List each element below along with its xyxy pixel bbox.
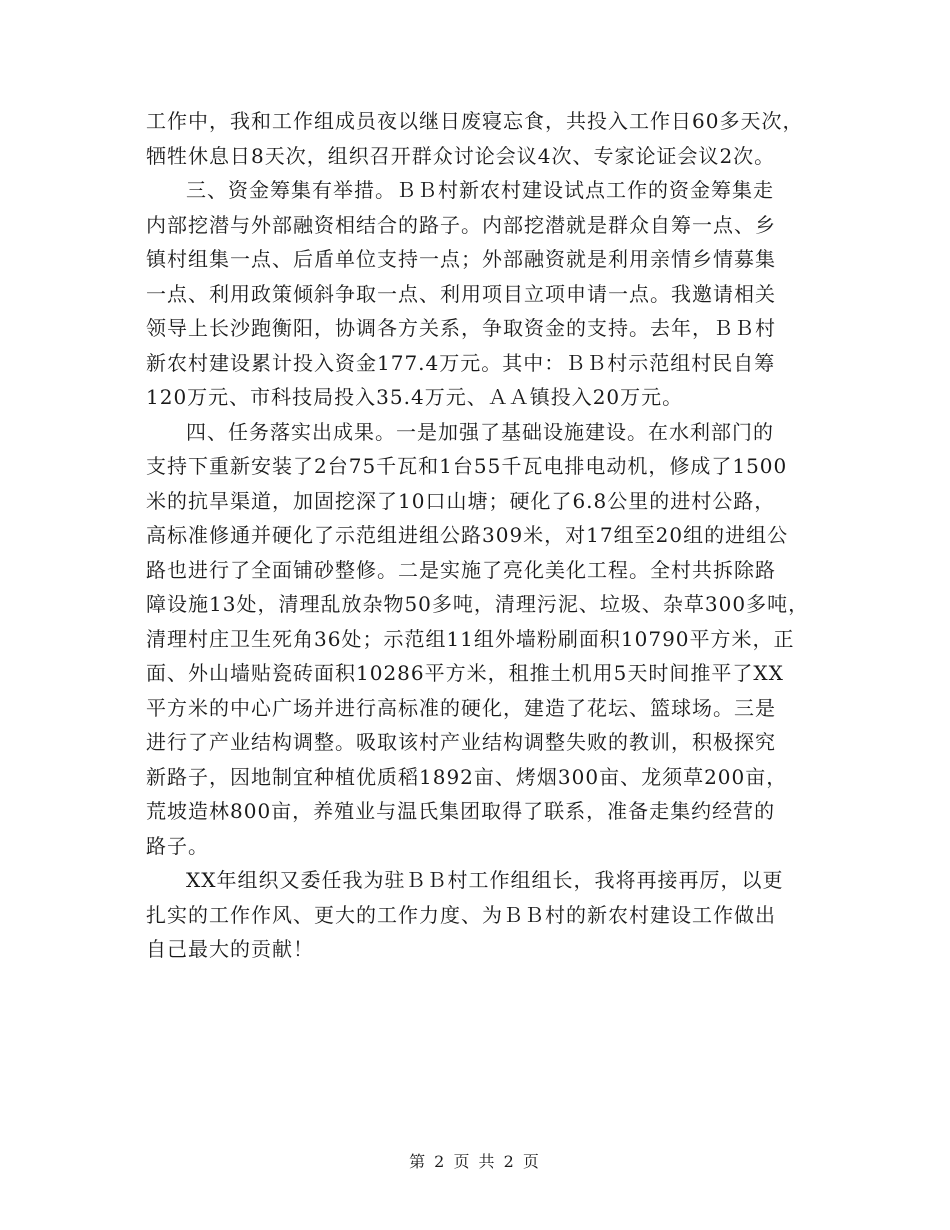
text-line: 120万元、市科技局投入35.4万元、ＡＡ镇投入20万元。 [146, 385, 684, 409]
text-line: 面、外山墙贴瓷砖面积10286平方米，租推土机用5天时间推平了XX [146, 661, 784, 685]
text-line: 牺牲休息日8天次，组织召开群众讨论会议4次、专家论证会议2次。 [146, 143, 776, 168]
text-line: 新路子，因地制宜种植优质稻1892亩、烤烟300亩、龙须草200亩， [146, 764, 788, 789]
text-line: 米的抗旱渠道，加固挖深了10口山塘；硬化了6.8公里的进村公路， [146, 488, 776, 513]
text-line: 障设施13处，清理乱放杂物50多吨，清理污泥、垃圾、杂草300多吨， [146, 592, 810, 616]
text-line: XX年组织又委任我为驻ＢＢ村工作组组长，我将再接再厉，以更 [186, 868, 784, 892]
text-line: 自己最大的贡献！ [146, 937, 314, 961]
text-line: 路子。 [146, 833, 209, 858]
text-line: 镇村组集一点、后盾单位支持一点；外部融资就是利用亲情乡情募集 [146, 247, 776, 271]
text-line: 三、资金筹集有举措。ＢＢ村新农村建设试点工作的资金筹集走 [186, 178, 774, 202]
text-line: 支持下重新安装了2台75千瓦和1台55千瓦电排电动机，修成了1500 [146, 454, 788, 478]
text-line: 荒坡造林800亩，养殖业与温氏集团取得了联系，准备走集约经营的 [146, 799, 776, 823]
document-body [146, 104, 826, 967]
text-line: 路也进行了全面铺砂整修。二是实施了亮化美化工程。全村共拆除路 [146, 557, 776, 582]
text-line: 一点、利用政策倾斜争取一点、利用项目立项申请一点。我邀请相关 [146, 281, 776, 306]
text-line: 内部挖潜与外部融资相结合的路子。内部挖潜就是群众自筹一点、乡 [146, 212, 776, 237]
text-line: 平方米的中心广场并进行高标准的硬化，建造了花坛、篮球场。三是 [146, 695, 776, 720]
text-line: 领导上长沙跑衡阳，协调各方关系，争取资金的支持。去年，ＢＢ村 [146, 316, 776, 340]
text-line: 四、任务落实出成果。一是加强了基础设施建设。在水利部门的 [186, 419, 774, 444]
text-line: 新农村建设累计投入资金177.4万元。其中：ＢＢ村示范组村民自筹 [146, 350, 776, 375]
page-number-footer: 第 2 页 共 2 页 [409, 1152, 541, 1171]
text-line: 高标准修通并硬化了示范组进组公路309米，对17组至20组的进组公 [146, 523, 789, 547]
text-line: 清理村庄卫生死角36处；示范组11组外墙粉刷面积10790平方米，正 [146, 626, 795, 651]
text-line: 工作中，我和工作组成员夜以继日废寝忘食，共投入工作日60多天次， [146, 109, 804, 133]
text-line: 进行了产业结构调整。吸取该村产业结构调整失败的教训，积极探究 [146, 730, 776, 754]
text-line: 扎实的工作作风、更大的工作力度、为ＢＢ村的新农村建设工作做出 [146, 902, 776, 927]
